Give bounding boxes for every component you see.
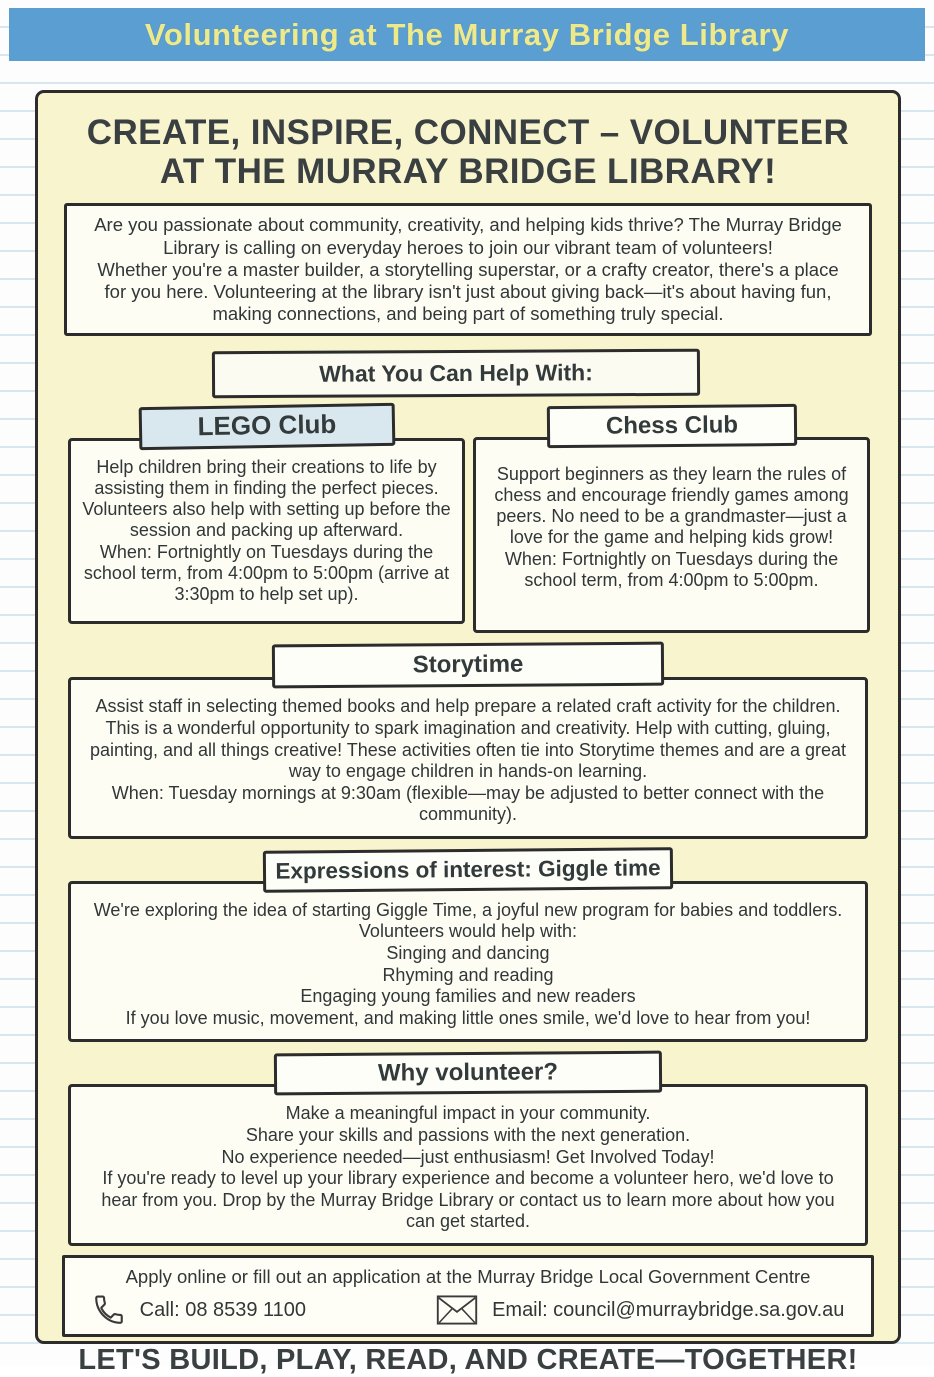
why-line-4: If you're ready to level up your library experience and become a volunteer hero, we'd love to hear from you. Drop by the Murray Bridge Library or contact us to learn more about how you can get started. bbox=[101, 1168, 835, 1232]
lego-club-when: When: Fortnightly on Tuesdays during the school term, from 4:00pm to 5:00pm (arrive at 3:30pm to help set up). bbox=[83, 541, 450, 604]
why-line-3: No experience needed—just enthusiasm! Get Involved Today! bbox=[221, 1146, 715, 1167]
contact-phone bbox=[92, 1293, 306, 1327]
lego-club-description: Help children bring their creations to life by assisting them in finding the perfect pieces. Volunteers also help with setting up before the session and packing up afterward. bbox=[82, 457, 451, 541]
giggle-time-tab: Expressions of interest: Giggle time bbox=[263, 847, 673, 893]
why-volunteer-tab: Why volunteer? bbox=[274, 1051, 662, 1096]
giggle-time-section bbox=[68, 849, 868, 1043]
giggle-item-engaging: Engaging young families and new readers bbox=[300, 986, 636, 1007]
chess-club-when: When: Fortnightly on Tuesdays during the school term, from 4:00pm to 5:00pm. bbox=[504, 548, 839, 590]
phone-icon bbox=[92, 1293, 126, 1327]
contact-row bbox=[75, 1293, 861, 1327]
giggle-intro: We're exploring the idea of starting Giggle Time, a joyful new program for babies and toddlers. Volunteers would help with: bbox=[93, 899, 843, 942]
storytime-section bbox=[68, 643, 868, 839]
giggle-item-rhyming: Rhyming and reading bbox=[382, 964, 554, 985]
flyer-page bbox=[35, 90, 901, 1376]
club-columns bbox=[68, 405, 870, 633]
chess-club-tab: Chess Club bbox=[546, 404, 796, 448]
page-title-line2: AT THE MURRAY BRIDGE LIBRARY! bbox=[159, 152, 777, 192]
why-line-2: Share your skills and passions with the next generation. bbox=[245, 1125, 691, 1146]
banner-title: Volunteering at The Murray Bridge Library bbox=[144, 16, 790, 52]
lego-club-section bbox=[68, 405, 465, 624]
storytime-when: When: Tuesday mornings at 9:30am (flexible—may be adjusted to better connect with the community). bbox=[111, 782, 825, 825]
contact-box bbox=[62, 1255, 874, 1337]
why-volunteer-body bbox=[68, 1084, 868, 1246]
intro-box bbox=[64, 203, 872, 336]
giggle-time-body bbox=[68, 881, 868, 1043]
storytime-body bbox=[68, 677, 868, 839]
top-banner bbox=[9, 8, 925, 61]
email-label: Email: council@murraybridge.sa.gov.au bbox=[492, 1298, 845, 1321]
chess-club-description: Support beginners as they learn the rules of chess and encourage friendly games among peers. No need to be a grandmaster—just a love for the game and helping kids grow! bbox=[494, 464, 849, 548]
storytime-tab: Storytime bbox=[272, 642, 664, 689]
footer-tagline: LET'S BUILD, PLAY, READ, AND CREATE—TOGETHER! bbox=[78, 1344, 858, 1376]
intro-paragraph-2: Whether you're a master builder, a storytelling superstar, or a crafty creator, there's a place for you here. Volunteering at the library isn't just about giving back—it's about having fun, making connections, and being part of something truly special. bbox=[97, 258, 839, 325]
storytime-description: Assist staff in selecting themed books and help prepare a related craft activity for the children. This is a wonderful opportunity to spark imagination and creativity. Help with cutting, gluing, painting, and all things creative! These activities often tie into Storytime themes and are a great way to engage children in hands-on learning. bbox=[89, 696, 847, 782]
help-with-header: What You Can Help With: bbox=[212, 349, 700, 399]
intro-paragraph-1: Are you passionate about community, creativity, and helping kids thrive? The Murray Bridge Library is calling on everyday heroes to join our vibrant team of volunteers! bbox=[94, 214, 842, 258]
giggle-item-singing: Singing and dancing bbox=[386, 943, 550, 964]
why-line-1: Make a meaningful impact in your community. bbox=[285, 1103, 651, 1124]
phone-label: Call: 08 8539 1100 bbox=[139, 1298, 307, 1321]
contact-heading: Apply online or fill out an application at the Murray Bridge Local Government Centre bbox=[125, 1266, 811, 1287]
lego-club-tab: LEGO Club bbox=[138, 403, 395, 450]
envelope-icon bbox=[436, 1295, 478, 1325]
lego-club-body bbox=[68, 438, 465, 624]
giggle-outro: If you love music, movement, and making little ones smile, we'd love to hear from you! bbox=[125, 1007, 811, 1028]
why-volunteer-section bbox=[68, 1052, 868, 1246]
contact-email bbox=[436, 1295, 844, 1325]
chess-club-body bbox=[473, 437, 870, 633]
chess-club-section bbox=[473, 405, 870, 633]
page-title-line1: CREATE, INSPIRE, CONNECT – VOLUNTEER bbox=[86, 113, 850, 152]
page-title bbox=[50, 113, 886, 191]
